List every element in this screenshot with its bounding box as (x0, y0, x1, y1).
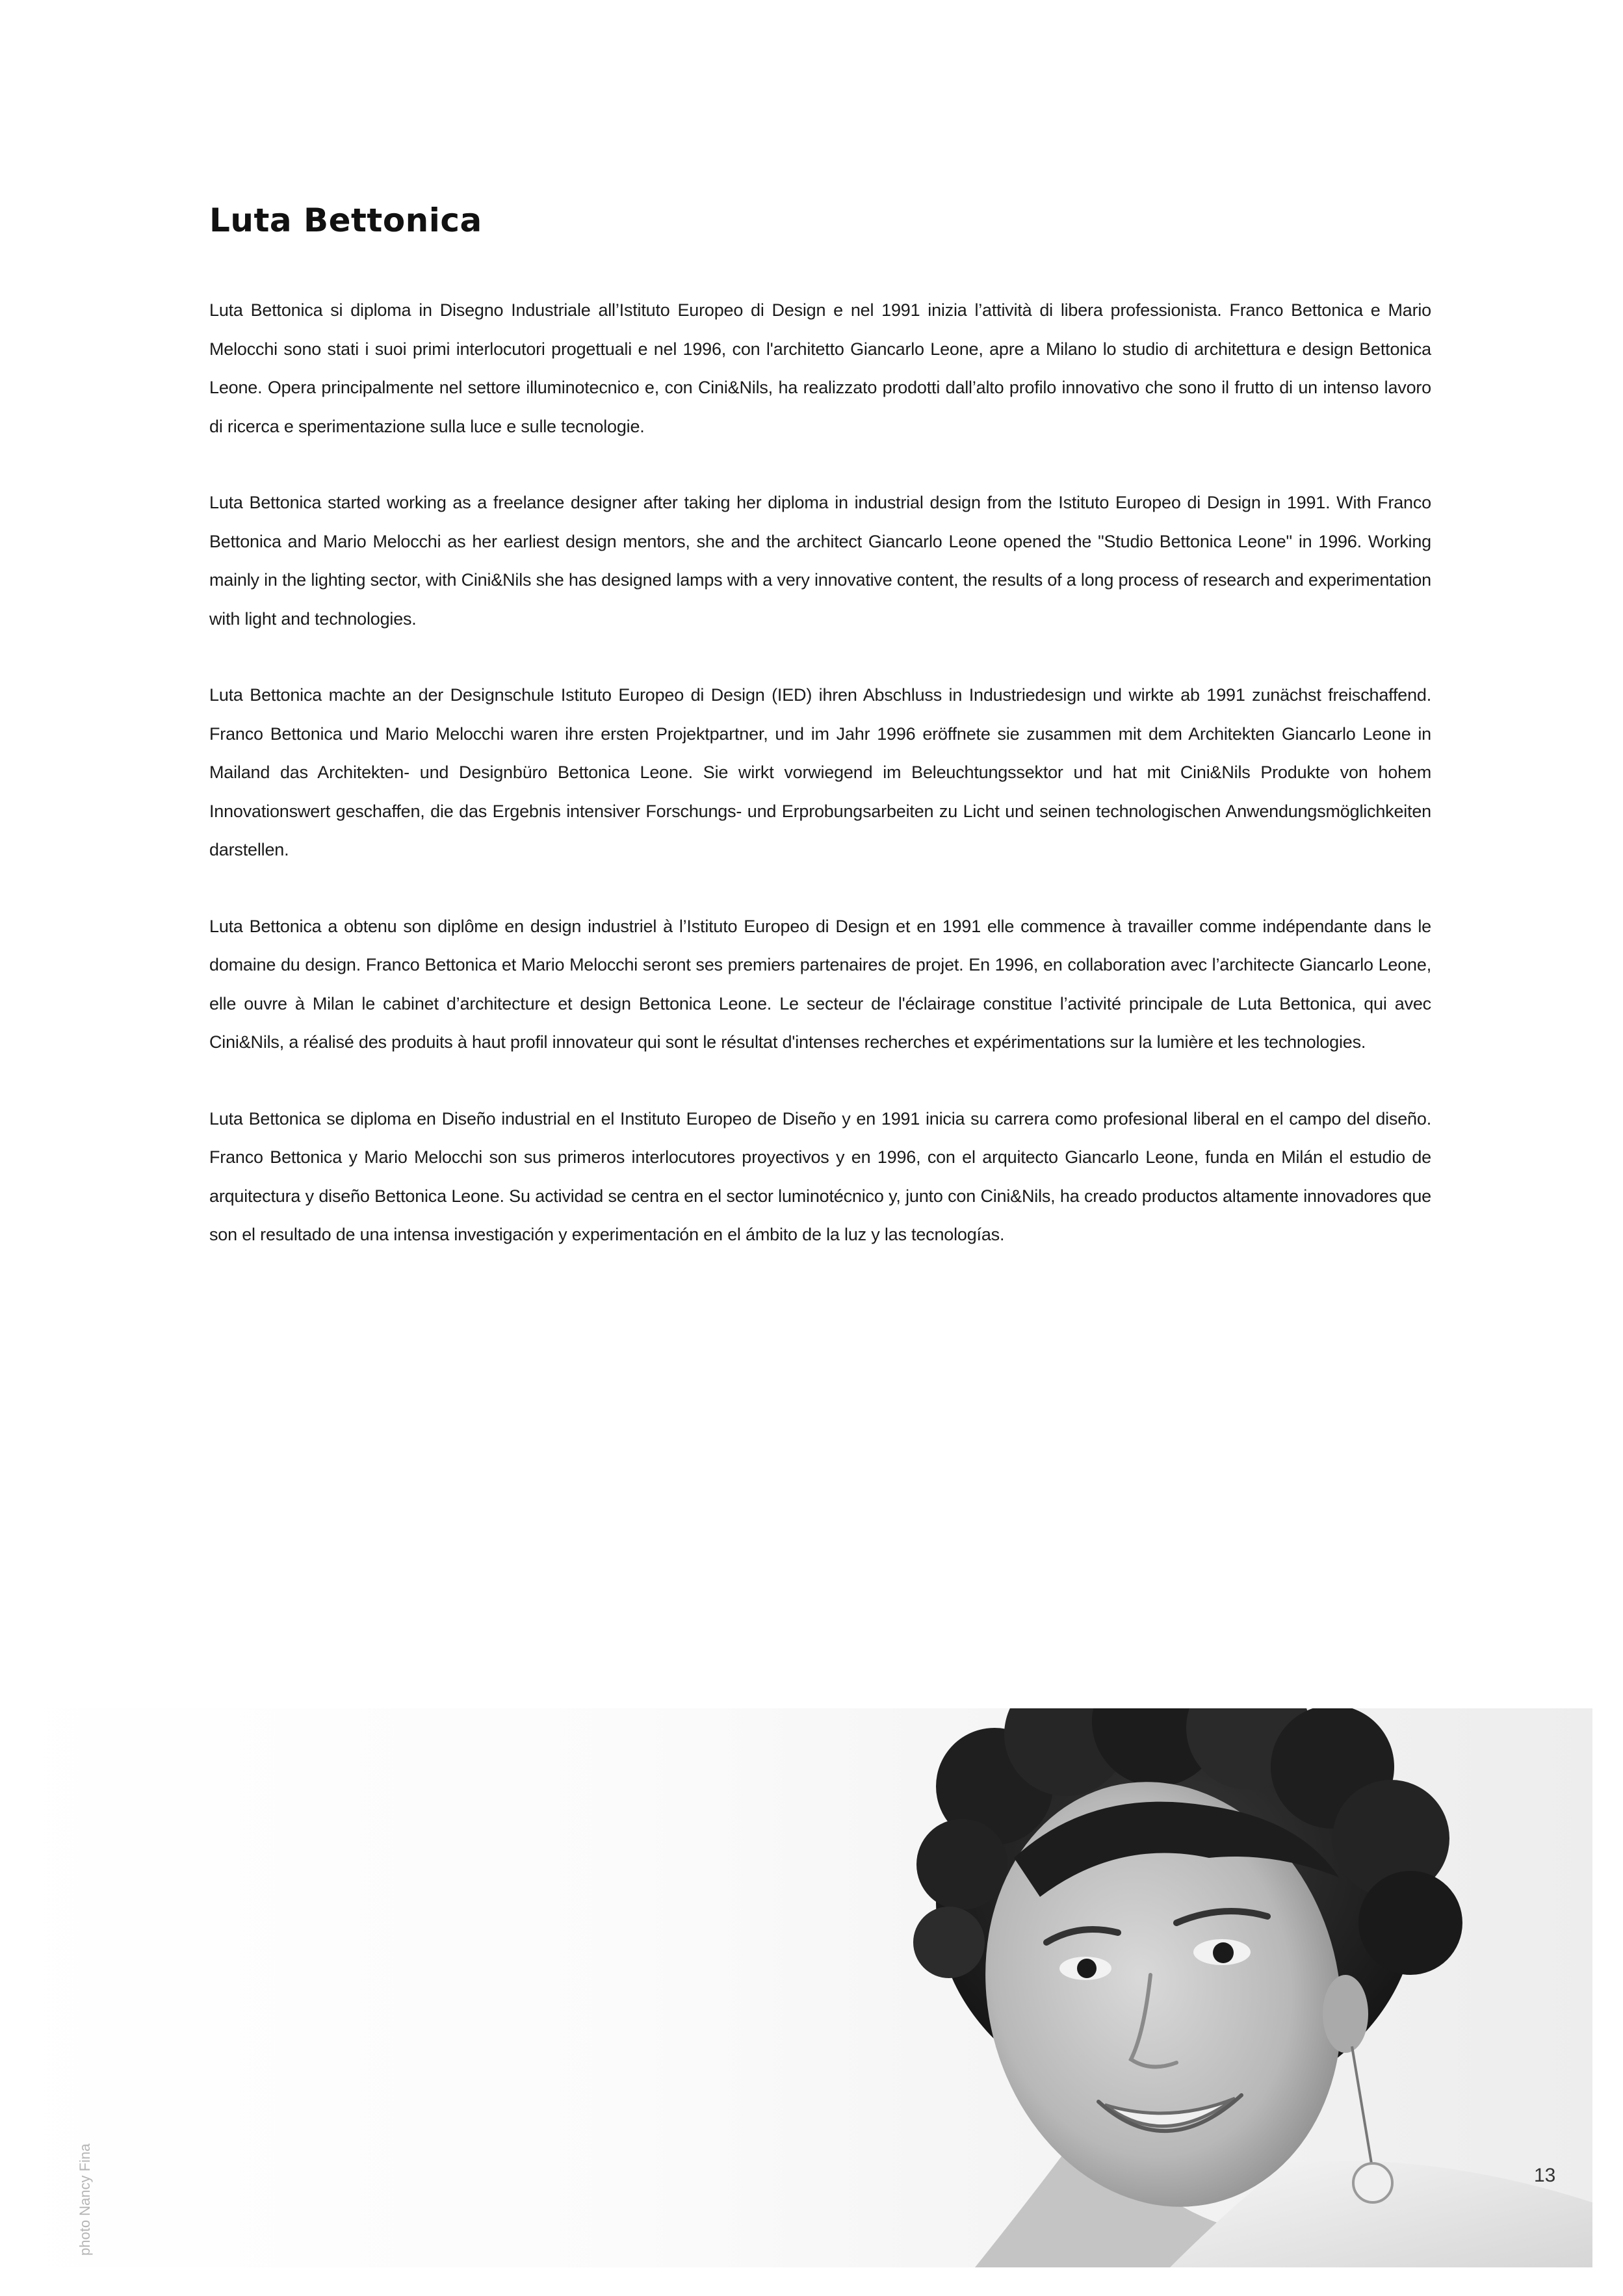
page-title: Luta Bettonica (209, 202, 482, 239)
page-number: 13 (1534, 2165, 1556, 2186)
paragraph-english: Luta Bettonica started working as a freelance designer after taking her diploma in industrial design from the Istituto Europeo di Design in 1991. With Franco Bettonica and Mario Melocchi as her earliest design mentors, she and the architect Giancarlo Leone opened the "Studio Bettonica Leone" in 1996. Working mainly in the lighting sector, with Cini&Nils she has designed lamps with a very innovative content, the results of a long process of research and experimentation with light and technologies. (209, 493, 1431, 629)
paragraph-german: Luta Bettonica machte an der Designschule Istituto Europeo di Design (IED) ihren Abschluss in Industriedesign und wirkte ab 1991 zunächst freischaffend. Franco Bettonica und Mario Melocchi waren ihre ersten Projektpartner, und im Jahr 1996 eröffnete sie zusammen mit dem Architekten Giancarlo Leone in Mailand das Architekten- und Designbüro Bettonica Leone. Sie wirkt vorwiegend im Beleuchtungssektor und hat mit Cini&Nils Produkte von hohem Innovationswert geschaffen, die das Ergebnis intensiver Forschungs- und Erprobungsarbeiten zu Licht und seinen technologischen Anwendungsmöglichkeiten darstellen. (209, 685, 1431, 859)
portrait-photo (0, 1708, 1592, 2267)
biography-text (209, 291, 1431, 1292)
portrait-illustration (0, 1708, 1592, 2267)
paragraph-spanish: Luta Bettonica se diploma en Diseño industrial en el Instituto Europeo de Diseño y en 1991 inicia su carrera como profesional liberal en el campo del diseño. Franco Bettonica y Mario Melocchi son sus primeros interlocutores proyectivos y en 1996, con el arquitecto Giancarlo Leone, funda en Milán el estudio de arquitectura y diseño Bettonica Leone. Su actividad se centra en el sector luminotécnico y, junto con Cini&Nils, ha creado productos altamente innovadores que son el resultado de una intensa investigación y experimentación en el ámbito de la luz y las tecnologías. (209, 1108, 1431, 1244)
photo-credit: photo Nancy Fina (77, 2143, 93, 2256)
paragraph-italian: Luta Bettonica si diploma in Disegno Industriale all’Istituto Europeo di Design e nel 1991 inizia l’attività di libera professionista. Franco Bettonica e Mario Melocchi sono stati i suoi primi interlocutori progettuali e nel 1996, con l'architetto Giancarlo Leone, apre a Milano lo studio di architettura e design Bettonica Leone. Opera principalmente nel settore illuminotecnico e, con Cini&Nils, ha realizzato prodotti dall’alto profilo innovativo che sono il frutto di un intenso lavoro di ricerca e sperimentazione sulla luce e sulle tecnologie. (209, 300, 1431, 436)
paragraph-french: Luta Bettonica a obtenu son diplôme en design industriel à l’Istituto Europeo di Design et en 1991 elle commence à travailler comme indépendante dans le domaine du design. Franco Bettonica et Mario Melocchi seront ses premiers partenaires de projet. En 1996, en collaboration avec l’architecte Giancarlo Leone, elle ouvre à Milan le cabinet d’architecture et design Bettonica Leone. Le secteur de l'éclairage constitue l’activité principale de Luta Bettonica, qui avec Cini&Nils, a réalisé des produits à haut profil innovateur qui sont le résultat d'intenses recherches et expérimentations sur la lumière et les technologies. (209, 916, 1431, 1052)
